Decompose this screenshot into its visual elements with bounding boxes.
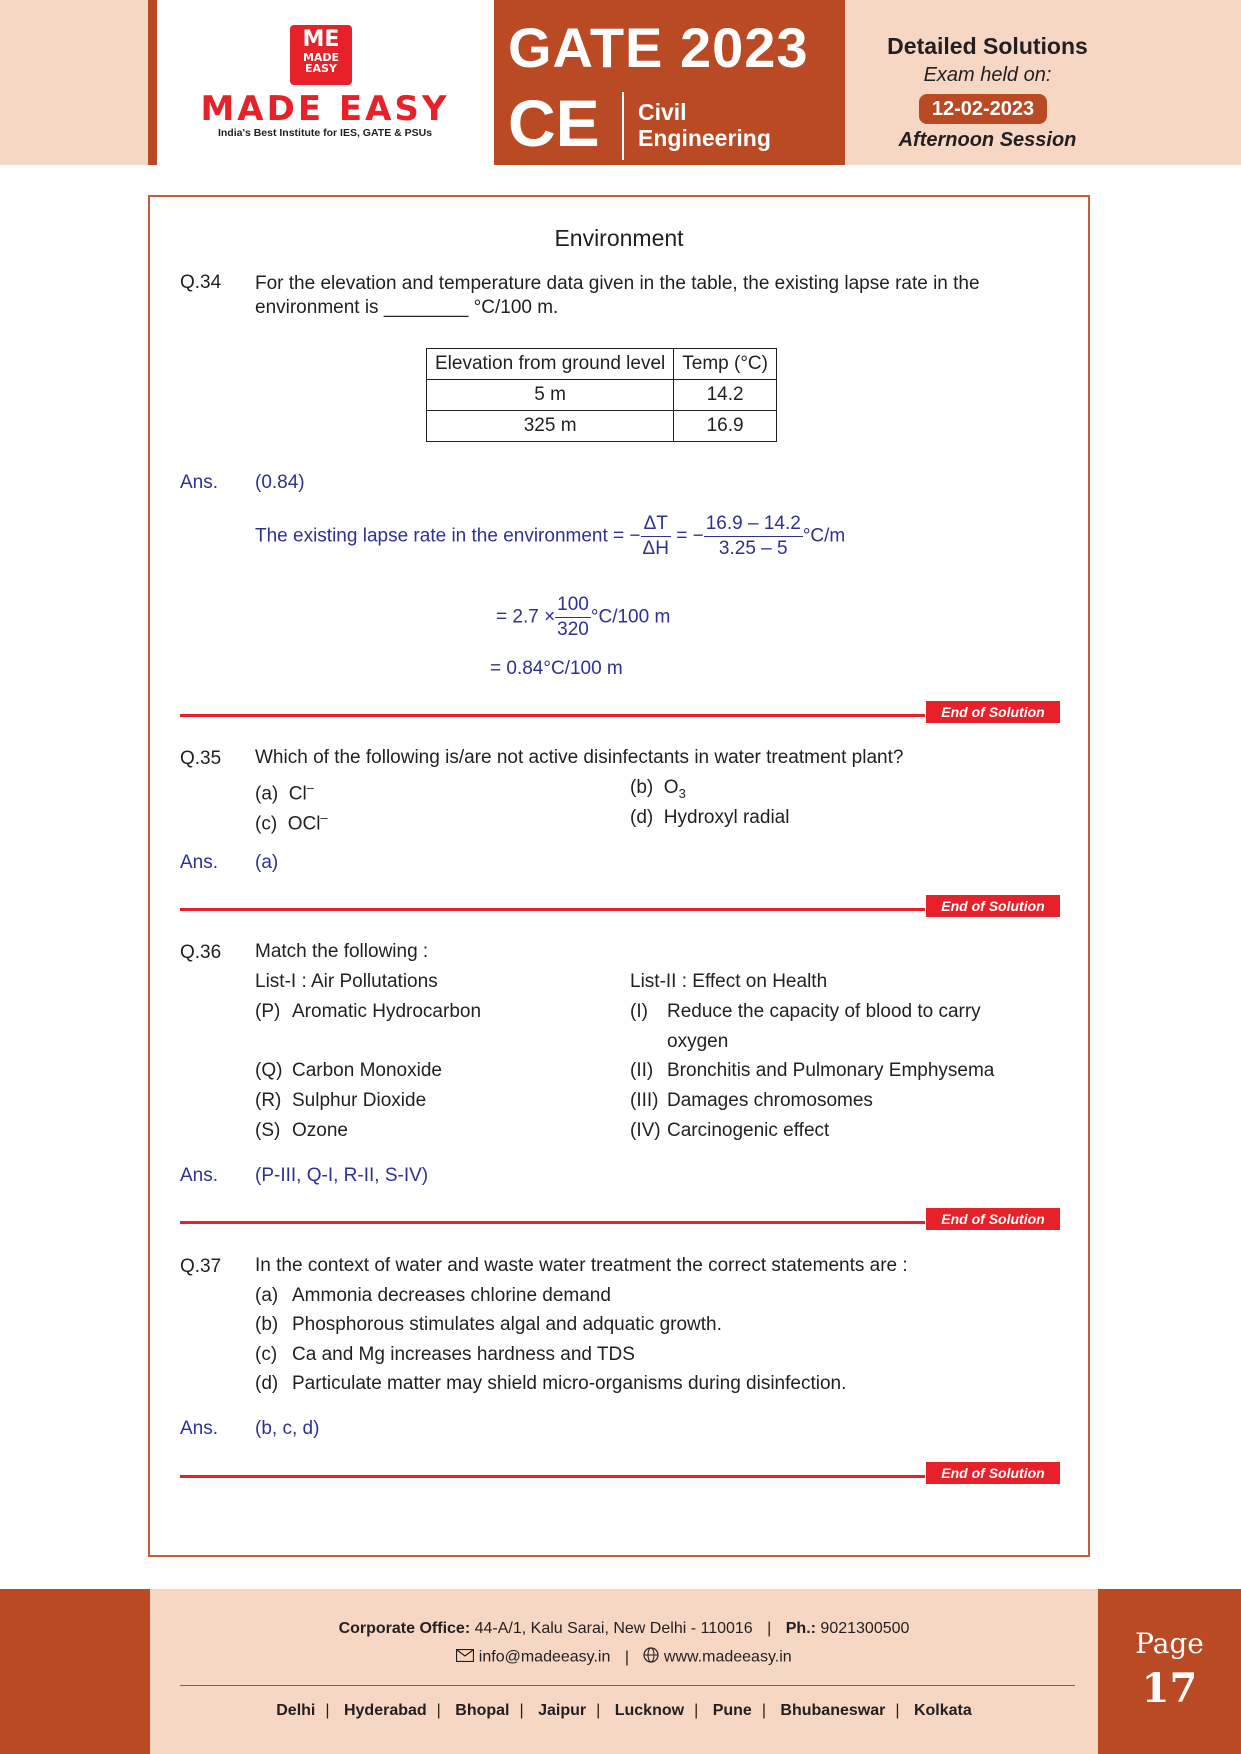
- office-label: Corporate Office:: [338, 1620, 471, 1637]
- exam-held-label: Exam held on:: [923, 64, 1052, 86]
- unit: °C/100 m: [590, 606, 671, 628]
- logo-badge-bot: EASY: [305, 62, 337, 75]
- answer-label: Ans.: [180, 1165, 219, 1186]
- brand-name: MADE EASY: [200, 89, 450, 129]
- option-c: [255, 806, 328, 836]
- table-cell: 5 m: [427, 380, 674, 411]
- page-label: Page: [1135, 1627, 1204, 1660]
- separator: |: [325, 1702, 330, 1719]
- item-label: (a): [255, 1285, 279, 1306]
- option-text: Hydroxyl radial: [663, 807, 790, 828]
- branch-divider: [622, 92, 624, 160]
- item-label: (b): [255, 1314, 279, 1335]
- list-item: [630, 1059, 994, 1083]
- end-of-solution-line: [180, 1475, 925, 1478]
- city: Kolkata: [913, 1702, 972, 1719]
- option-label: (a): [255, 783, 279, 805]
- question-number: Q.35: [180, 748, 222, 769]
- fraction-numerator: 16.9 – 14.2: [704, 512, 803, 537]
- answer-label: Ans.: [180, 472, 219, 493]
- option-label: (d): [630, 807, 654, 828]
- solution-line-3: = 0.84°C/100 m: [490, 658, 623, 679]
- separator: |: [767, 1620, 772, 1637]
- phone-label: Ph.:: [785, 1620, 816, 1637]
- option-label: (b): [630, 777, 654, 798]
- question-text: In the context of water and waste water treatment the correct statements are :: [255, 1255, 908, 1276]
- branch-code: CE: [508, 86, 600, 160]
- table-cell: 325 m: [427, 411, 674, 442]
- option-b: [630, 776, 686, 806]
- item-label: (IV): [630, 1120, 661, 1141]
- data-table: [426, 348, 777, 442]
- answer-value: (a): [255, 852, 279, 873]
- end-of-solution-tag: End of Solution: [926, 701, 1060, 723]
- question-text-line-2: environment is ________ °C/100 m.: [255, 297, 559, 318]
- list-item: [255, 1372, 846, 1396]
- separator: |: [596, 1702, 601, 1719]
- fraction-denominator: ΔH: [642, 538, 669, 559]
- item-text: Sulphur Dioxide: [292, 1090, 427, 1111]
- ion-charge: –: [320, 810, 328, 825]
- solution-expression: = 2.7 ×: [496, 606, 556, 628]
- ion-charge: –: [306, 780, 314, 795]
- table-header-row: [427, 349, 777, 380]
- exam-date-badge: 12-02-2023: [919, 94, 1047, 124]
- table-row: [427, 411, 777, 442]
- mail-icon: [456, 1649, 474, 1667]
- list-item: [255, 1119, 348, 1143]
- list-item: [630, 1089, 873, 1113]
- section-title: Environment: [554, 225, 684, 251]
- list-item: [255, 1089, 426, 1113]
- separator: |: [895, 1702, 900, 1719]
- city: Lucknow: [614, 1702, 685, 1719]
- city: Hyderabad: [343, 1702, 427, 1719]
- unit: °C/m: [802, 525, 846, 547]
- separator: |: [436, 1702, 441, 1719]
- question-text-line-1: For the elevation and temperature data given in the table, the existing lapse rate in the: [255, 273, 980, 294]
- option-a: [255, 776, 314, 806]
- question-number: Q.36: [180, 942, 222, 963]
- list-item: [630, 1119, 829, 1143]
- exam-session: Afternoon Session: [898, 129, 1077, 151]
- item-text: Reduce the capacity of blood to carry: [667, 1001, 981, 1022]
- question-text: Match the following :: [255, 941, 429, 962]
- minus-sign: −: [629, 525, 641, 547]
- option-text: OCl: [287, 813, 321, 835]
- branch-line-1: Civil: [638, 99, 687, 125]
- item-label: (Q): [255, 1060, 283, 1081]
- fraction: [704, 512, 803, 561]
- end-of-solution-tag: End of Solution: [926, 1462, 1060, 1484]
- item-text: Ammonia decreases chlorine demand: [292, 1285, 611, 1306]
- item-text: Carcinogenic effect: [667, 1120, 830, 1141]
- end-of-solution-line: [180, 714, 925, 717]
- exam-title: GATE 2023: [508, 16, 809, 79]
- item-text: Ozone: [292, 1120, 348, 1141]
- list-1-title: List-I : Air Pollutations: [255, 971, 438, 992]
- item-label: (c): [255, 1344, 278, 1365]
- option-text: O: [663, 777, 679, 798]
- item-text: Carbon Monoxide: [292, 1060, 442, 1081]
- end-of-solution-tag: End of Solution: [926, 895, 1060, 917]
- separator: |: [624, 1648, 629, 1666]
- logo-badge-mid: MADE: [302, 51, 340, 64]
- list-item: [255, 1284, 611, 1308]
- brand-tagline: India's Best Institute for IES, GATE & PSUs: [217, 127, 433, 139]
- made-easy-logo-icon: [290, 25, 352, 85]
- city: Bhopal: [455, 1702, 510, 1719]
- separator: |: [761, 1702, 766, 1719]
- fraction-denominator: 3.25 – 5: [718, 538, 788, 559]
- item-label: (P): [255, 1001, 281, 1022]
- footer-address: [150, 1620, 1098, 1638]
- equals-minus: = −: [676, 525, 704, 547]
- globe-icon: [643, 1647, 659, 1668]
- answer-label: Ans.: [180, 852, 219, 873]
- fraction-numerator: 100: [555, 593, 591, 618]
- office-address: 44-A/1, Kalu Sarai, New Delhi - 110016: [474, 1620, 753, 1637]
- subscript: 3: [678, 785, 686, 801]
- footer-cities: [150, 1702, 1098, 1720]
- answer-value: (P-III, Q-I, R-II, S-IV): [255, 1165, 429, 1186]
- website-link[interactable]: www.madeeasy.in: [663, 1648, 792, 1666]
- item-text: Particulate matter may shield micro-organisms during disinfection.: [292, 1373, 847, 1394]
- item-label: (II): [630, 1060, 654, 1081]
- email-link[interactable]: info@madeeasy.in: [478, 1648, 611, 1666]
- list-item: [255, 1313, 722, 1337]
- option-label: (c): [255, 813, 278, 835]
- page-number: 17: [1141, 1665, 1198, 1712]
- item-label: (III): [630, 1090, 659, 1111]
- answer-value: (b, c, d): [255, 1418, 320, 1439]
- city: Delhi: [276, 1702, 316, 1719]
- separator: |: [694, 1702, 699, 1719]
- list-2-title: List-II : Effect on Health: [630, 971, 828, 992]
- question-text: [255, 272, 1065, 320]
- item-text: Damages chromosomes: [667, 1090, 873, 1111]
- footer-panel: [150, 1589, 1098, 1754]
- option-text: Cl: [288, 783, 307, 805]
- branch-line-2: Engineering: [638, 125, 771, 151]
- footer-contact: [150, 1647, 1098, 1668]
- item-text: Phosphorous stimulates algal and adquatic growth.: [292, 1314, 722, 1335]
- fraction: [555, 593, 591, 642]
- list-item: [630, 1000, 981, 1024]
- fraction: [641, 512, 671, 561]
- item-label: (d): [255, 1373, 279, 1394]
- end-of-solution-line: [180, 908, 925, 911]
- list-item: [255, 1000, 481, 1024]
- question-number: Q.37: [180, 1256, 222, 1277]
- footer-divider: [180, 1685, 1075, 1686]
- table-header-cell: Temp (°C): [674, 349, 777, 380]
- fraction-denominator: 320: [557, 619, 589, 640]
- answer-value: (0.84): [255, 472, 305, 493]
- footer-left-band: [0, 1589, 150, 1754]
- item-label: (R): [255, 1090, 282, 1111]
- item-label: (S): [255, 1120, 281, 1141]
- answer-label: Ans.: [180, 1418, 219, 1439]
- separator: |: [519, 1702, 524, 1719]
- end-of-solution-tag: End of Solution: [926, 1208, 1060, 1230]
- city: Jaipur: [538, 1702, 587, 1719]
- city: Bhubaneswar: [780, 1702, 886, 1719]
- list-item-continuation: oxygen: [667, 1031, 729, 1052]
- solution-text: The existing lapse rate in the environment =: [255, 525, 625, 547]
- branch-name: [638, 99, 771, 151]
- end-of-solution-line: [180, 1221, 925, 1224]
- item-label: (I): [630, 1001, 648, 1022]
- item-text: Ca and Mg increases hardness and TDS: [292, 1344, 635, 1365]
- fraction-numerator: ΔT: [641, 512, 671, 537]
- list-item: [255, 1059, 442, 1083]
- city: Pune: [712, 1702, 752, 1719]
- phone-number: 9021300500: [820, 1620, 910, 1637]
- list-item: [255, 1343, 635, 1367]
- table-header-cell: Elevation from ground level: [427, 349, 674, 380]
- table-cell: 14.2: [674, 380, 777, 411]
- option-d: [630, 806, 789, 830]
- solution-line-2: [496, 593, 670, 642]
- item-text: Bronchitis and Pulmonary Emphysema: [667, 1060, 995, 1081]
- table-cell: 16.9: [674, 411, 777, 442]
- header-stripe: [148, 0, 157, 165]
- question-number: Q.34: [180, 272, 222, 293]
- logo-badge-top: ME: [302, 27, 340, 52]
- question-text: Which of the following is/are not active disinfectants in water treatment plant?: [255, 747, 904, 768]
- solution-line-1: [255, 512, 845, 561]
- table-row: [427, 380, 777, 411]
- solutions-title: Detailed Solutions: [887, 33, 1088, 59]
- item-text: Aromatic Hydrocarbon: [292, 1001, 482, 1022]
